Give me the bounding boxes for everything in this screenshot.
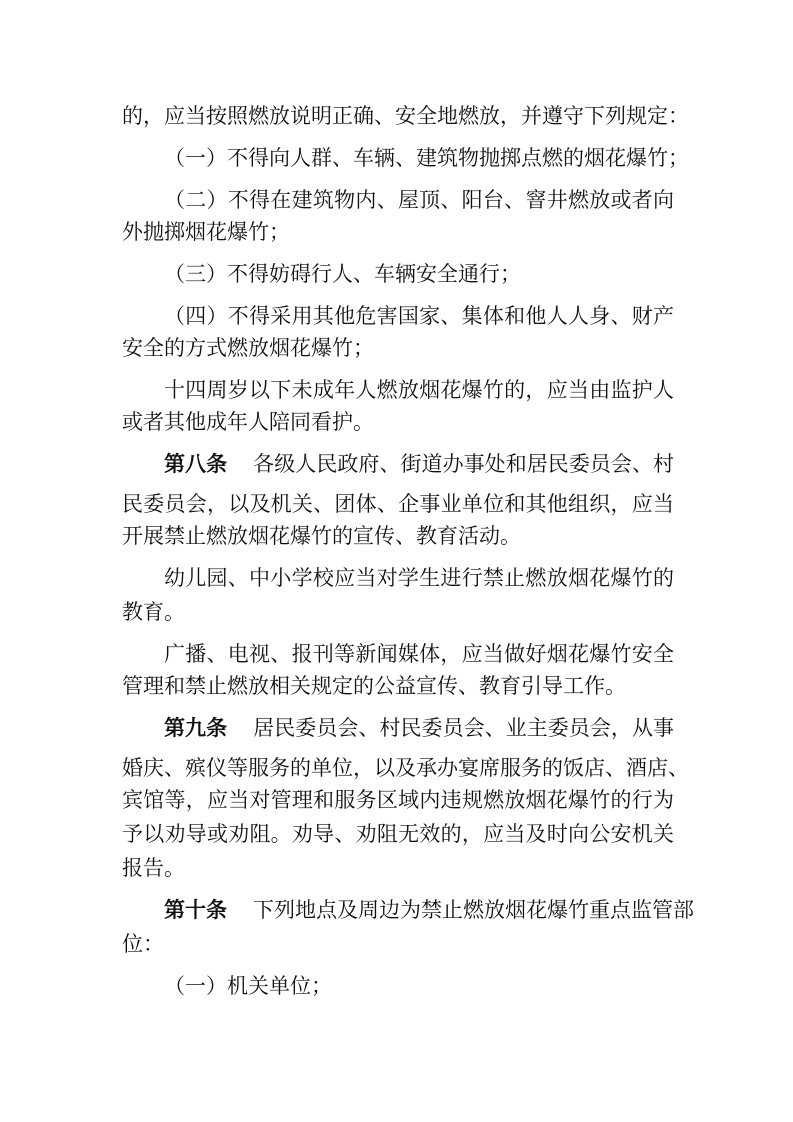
article-text: 下列地点及周边为禁止燃放烟花爆竹重点监管部 (253, 898, 694, 922)
list-item: （三）不得妨碍行人、车辆安全通行； (164, 262, 521, 286)
text-line: 的，应当按照燃放说明正确、安全地燃放，并遵守下列规定： (122, 104, 689, 128)
list-item: （一）机关单位； (164, 974, 332, 998)
text-line: 或者其他成年人陪同看护。 (122, 410, 374, 434)
text-line: 管理和禁止燃放相关规定的公益宣传、教育引导工作。 (122, 674, 626, 698)
article-heading: 第九条 (164, 715, 228, 740)
text-line: 民委员会，以及机关、团体、企事业单位和其他组织，应当 (122, 492, 674, 516)
article-heading: 第八条 (164, 451, 228, 476)
list-item: （一）不得向人群、车辆、建筑物抛掷点燃的烟花爆竹； (164, 146, 689, 170)
article-8-line (164, 444, 674, 484)
article-9-line (164, 708, 674, 748)
paragraph-line: 广播、电视、报刊等新闻媒体，应当做好烟花爆竹安全 (164, 642, 674, 666)
paragraph-line: 幼儿园、中小学校应当对学生进行禁止燃放烟花爆竹的 (164, 566, 674, 590)
text-line: 开展禁止燃放烟花爆竹的宣传、教育活动。 (122, 524, 521, 548)
text-line: 予以劝导或劝阻。劝导、劝阻无效的，应当及时向公安机关 (122, 822, 674, 846)
text-line: 教育。 (122, 600, 185, 624)
text-line: 婚庆、殡仪等服务的单位，以及承办宴席服务的饭店、酒店、 (122, 756, 689, 780)
text-line: 安全的方式燃放烟花爆竹； (122, 336, 374, 360)
article-text: 各级人民政府、街道办事处和居民委员会、村 (253, 452, 675, 476)
text-line: 外抛掷烟花爆竹； (122, 220, 290, 244)
article-text: 居民委员会、村民委员会、业主委员会，从事 (253, 716, 675, 740)
text-line: 报告。 (122, 856, 185, 880)
text-line: 宾馆等，应当对管理和服务区域内违规燃放烟花爆竹的行为 (122, 788, 674, 812)
list-item: （四）不得采用其他危害国家、集体和他人人身、财产 (164, 304, 674, 328)
text-line: 位： (122, 932, 164, 956)
paragraph-line: 十四周岁以下未成年人燃放烟花爆竹的，应当由监护人 (164, 378, 674, 402)
list-item: （二）不得在建筑物内、屋顶、阳台、窨井燃放或者向 (164, 188, 674, 212)
article-heading: 第十条 (164, 897, 227, 922)
